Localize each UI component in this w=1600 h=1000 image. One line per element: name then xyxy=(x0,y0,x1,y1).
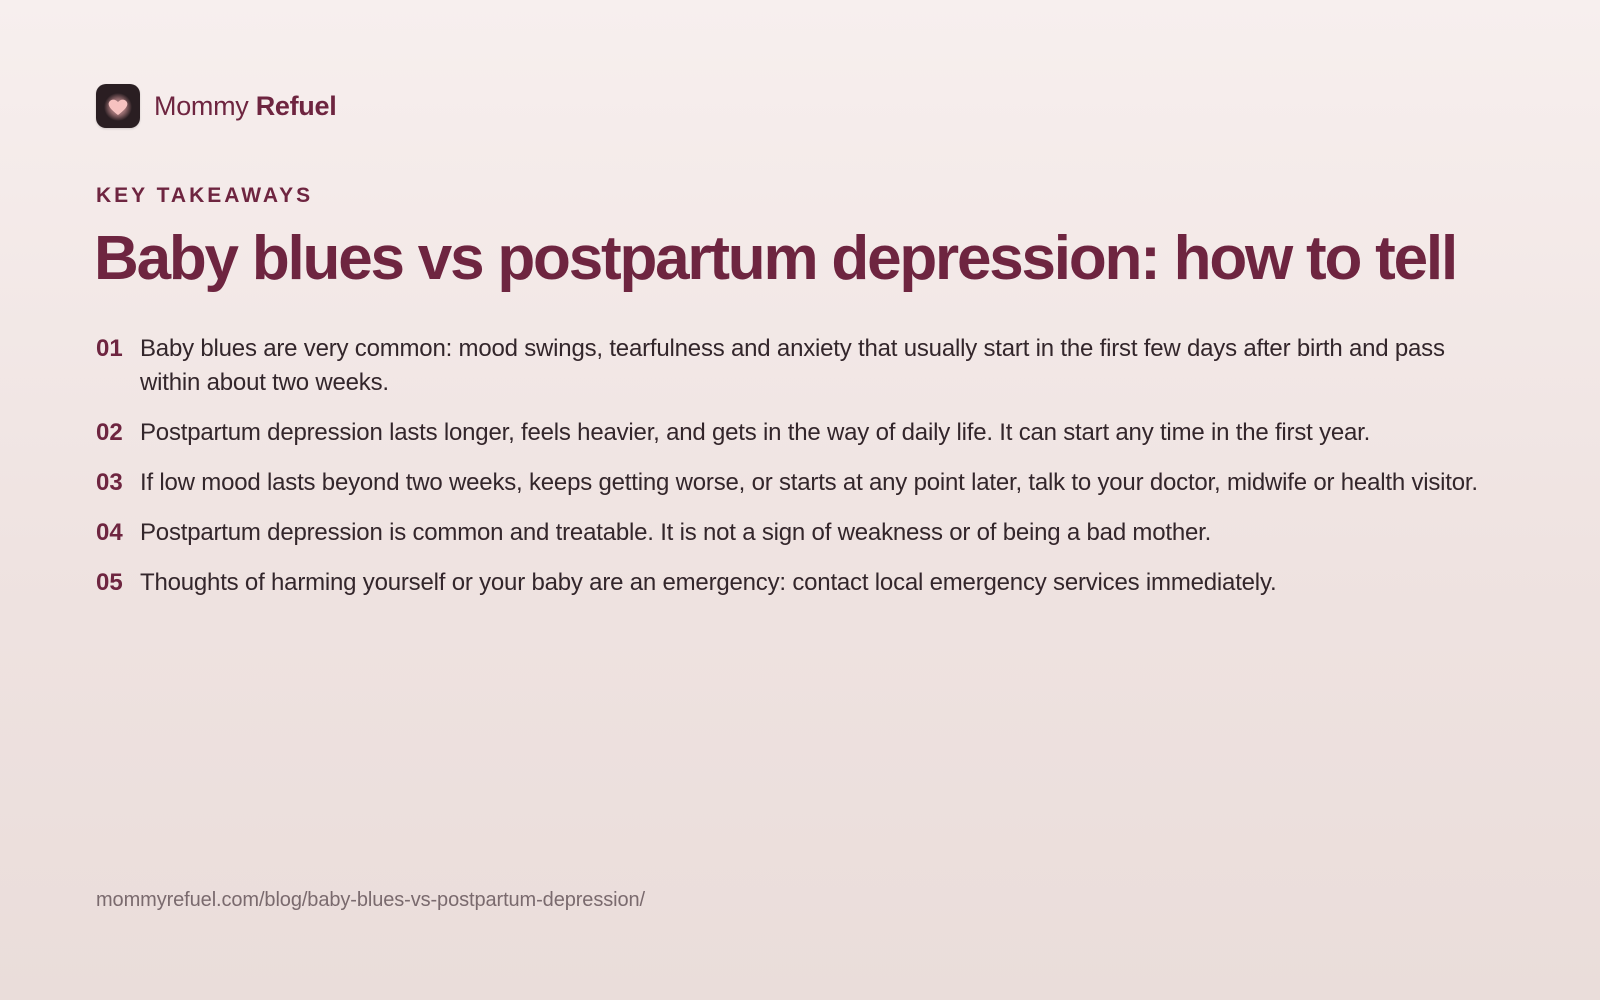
brand-name xyxy=(154,91,336,122)
source-url[interactable]: mommyrefuel.com/blog/baby-blues-vs-postpartum-depression/ xyxy=(96,889,645,911)
takeaway-text: If low mood lasts beyond two weeks, keeps getting worse, or starts at any point later, talk to your doctor, midwife or health visitor. xyxy=(140,469,1478,496)
takeaway-item xyxy=(96,416,1506,450)
takeaway-item xyxy=(96,466,1506,500)
takeaways-list xyxy=(96,332,1506,616)
takeaway-text: Postpartum depression is common and treatable. It is not a sign of weakness or of being a bad mother. xyxy=(140,519,1212,546)
takeaway-text: Postpartum depression lasts longer, feels heavier, and gets in the way of daily life. It can start any time in the first year. xyxy=(140,419,1371,446)
takeaway-text: Thoughts of harming yourself or your baby are an emergency: contact local emergency services immediately. xyxy=(140,569,1277,596)
takeaway-item xyxy=(96,332,1506,400)
takeaway-number: 01 xyxy=(96,335,123,362)
heart-glow-icon xyxy=(96,84,140,128)
brand-name-bold: Refuel xyxy=(255,90,337,121)
takeaway-number: 05 xyxy=(96,569,123,596)
takeaway-item xyxy=(96,516,1506,550)
takeaway-text: Baby blues are very common: mood swings, tearfulness and anxiety that usually start in the first few days after birth and pass within about two weeks. xyxy=(140,335,1445,396)
takeaway-number: 02 xyxy=(96,419,123,446)
page-title: Baby blues vs postpartum depression: how to tell xyxy=(94,224,1456,293)
takeaway-item xyxy=(96,566,1506,600)
takeaway-number: 03 xyxy=(96,469,123,496)
section-eyebrow: KEY TAKEAWAYS xyxy=(96,184,314,207)
takeaway-number: 04 xyxy=(96,519,123,546)
brand[interactable] xyxy=(96,84,336,128)
brand-name-regular: Mommy xyxy=(154,90,249,121)
